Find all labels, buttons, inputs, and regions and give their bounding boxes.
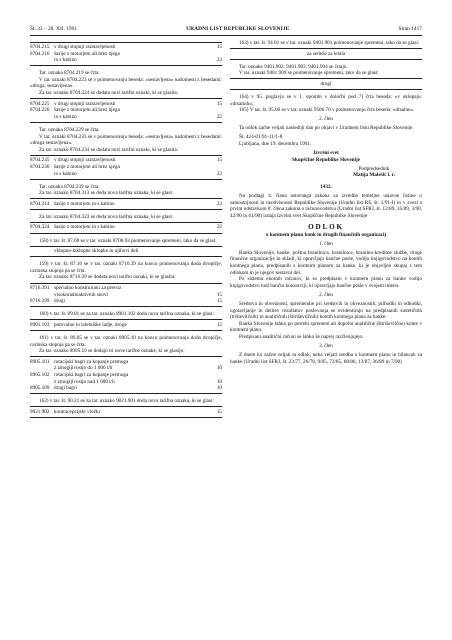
table-rule (30, 179, 222, 180)
table-rule (230, 48, 422, 49)
table-rule (30, 233, 222, 234)
table-rule (30, 417, 222, 418)
tariff-code: 8704.314 (30, 200, 50, 207)
duty-rate: 15 (216, 298, 222, 305)
tariff-table-4 (30, 201, 222, 208)
right-column (230, 40, 422, 365)
tariff-code (30, 57, 54, 64)
journal-title: URADNI LIST REPUBLIKE SLOVENIJE (186, 26, 290, 33)
paragraph: Predpisani analitični računi se lahko še naprej razčlenjujejo. (239, 333, 364, 340)
duty-rate: 22 (216, 200, 222, 207)
header-rule (30, 35, 422, 36)
table-row (30, 285, 222, 292)
table-row (30, 292, 222, 299)
paragraph: Tar. oznaka 8704.219 se črta. (39, 70, 100, 77)
reference-number: Št. 424-01/91-11/1-8 (239, 134, 283, 141)
paragraph: Sredstva in obveznosti, spremembe pri sredstvih in obveznostih, prihodki in odhodki, ugotavljanje in delitev rezultatov poslovanja se evidentirajo na predpisanih sintetičnih (trištevilčnih) in analitičnih (štiriševilčnih) kontih kontnega plana za banke. (230, 300, 422, 321)
tariff-code: 8704.324 (30, 224, 50, 231)
duty-rate (208, 107, 222, 114)
tariff-table-2 (30, 101, 222, 121)
table-row (30, 379, 222, 386)
signer-role: Podpredsednik (358, 165, 390, 172)
tariff-description: šasije z motorjem ali brez njega (54, 163, 120, 170)
paragraph: Po sistemu enotnih računov, ki so predpisani v kontnem planu za banke vodijo knjigovodstvo tudi bančni konzorciji, ki opravljajo bančne posle v svojem imenu. (230, 276, 422, 289)
tariff-description: šasije z motorjem in s kabino (54, 200, 115, 207)
table-rule (30, 222, 222, 223)
tariff-description: rotacijski bagri za kopanje premoga (54, 358, 129, 365)
table-rule (30, 406, 222, 407)
tariff-code: 8704.236 (30, 163, 50, 170)
issuer-line-1: Izvršni svet (313, 150, 339, 157)
tariff-description: kontracepcijski vložki (54, 408, 100, 415)
table-row (30, 372, 222, 379)
tariff-table-1 (30, 44, 222, 64)
description-box: drugi (320, 80, 332, 87)
table-rule (230, 89, 422, 90)
signer-name: Matija Malešič l. r. (353, 172, 395, 179)
left-column (30, 40, 222, 419)
paragraph: V tar. oznaki 9401.909 se poimenovanje spremeni, tako da se glasi: (239, 70, 379, 77)
duty-rate: 22 (216, 170, 222, 177)
table-rule (30, 209, 222, 210)
paragraph: 165) V tar. št. 95.06 se v tar. oznaki 9506.70 v poimenovanju črta beseda: »drsalne«. (239, 107, 415, 114)
duty-rate: 12 (216, 321, 222, 328)
paragraph: 163) v tar. št. 94.01 se v tar. oznaki 9401.901 poimenovanje spremeni, tako da se glasi: (239, 40, 420, 46)
article-heading: 1. člen (319, 240, 333, 247)
tariff-description: šasije z motorjem ali brez njega (54, 107, 120, 114)
table-rule (30, 393, 222, 394)
paragraph: 164) v 95. poglavju se v 1. opombi v določbi pod 7) črta beseda: »v oklepaju: »drsalnih«; (230, 93, 422, 107)
duty-rate (208, 359, 222, 366)
paragraph: Za tar. oznako 8704.323 se doda nova tarifna oznaka, ki se glasi: (39, 213, 174, 220)
tariff-description: potovalne in izletniške ladje, droge (54, 321, 127, 328)
description-box: za sedeže za letala (306, 50, 346, 57)
table-rule (30, 155, 222, 156)
tariff-code: 8704.225 (30, 100, 50, 107)
duty-rate (208, 51, 222, 58)
tariff-description: drugi bagri (54, 385, 77, 392)
paragraph: Tar. oznake 9401.902, 9401.903, 9401.904 se črtajo. (239, 63, 348, 70)
tariff-description: v drugi stopnji razstavljenosti (54, 100, 116, 107)
tariff-code: 8704.216 (30, 50, 50, 57)
act-number: 1432. (320, 184, 332, 190)
tariff-description: drugi (54, 298, 65, 305)
paragraph: V tar. oznaki 8704.223 se v poimenovanju beseda: »sestavljena« nadomesti z besedami: »druga, sestavljena«. (30, 76, 222, 90)
act-subtitle: o kontnem planu bank in drugih finančnih organizacij (265, 231, 387, 238)
tariff-code: 8716.391 (30, 285, 50, 292)
tariff-table-7 (30, 322, 222, 329)
paragraph: Tar. oznaka 8704.239 se črta. (39, 183, 100, 190)
table-row (30, 101, 222, 108)
table-row (30, 51, 222, 58)
table-rule (30, 256, 222, 257)
table-row (30, 385, 222, 392)
table-row (30, 409, 222, 416)
tariff-table-9 (30, 409, 222, 416)
duty-rate: 10 (216, 378, 222, 385)
tariff-code (30, 292, 54, 299)
duty-rate: 22 (216, 224, 222, 231)
paragraph: Z dnem ko začne veljati ta odlok, neha veljati uredba o kontnem planu in bilancah za banke (Uradni list SFRJ, št. 23/77, 26/78, 9/85, 72/85, 68/86, 13/87, 36/89 in 7/90) (230, 352, 422, 365)
tariff-code: 8704.226 (30, 107, 50, 114)
preamble: Na podlagi 4. člena ustavnega zakona za izvedbo temeljne ustavne listine o samostojnosti in neodvisnosti Republike Slovenije (Uradni list RS, št. 1/91-I) in v zvezi s prvim odstavkom 8. člena zakona o računovodstvu (Uradni list SFRJ, št. 12/89, 35/89, 3/90, 42/90 in 61/90) izdaja Izvršni svet Skupščine Republike Slovenije (230, 193, 422, 219)
table-row (30, 322, 222, 329)
duty-rate (208, 372, 222, 379)
article-heading: 2. člen (319, 116, 333, 123)
table-rule (30, 356, 222, 357)
paragraph: 159) v tar. št. 87.16 se v tar. oznaki 8716.39 na koncu poimenovanja doda dvopičje, carinska stopnja pa se črta. (30, 261, 222, 274)
tariff-description: visokoradioaktivnih snovi (54, 291, 109, 298)
article-heading: 2. člen (319, 291, 333, 298)
table-row (30, 171, 222, 178)
paragraph: Tar. oznaka 8704.229 se črta. (39, 126, 100, 133)
table-rule (230, 59, 422, 60)
tariff-description: šasije z motorjem in s kabino (54, 224, 115, 231)
table-rule (30, 246, 222, 247)
tariff-description: z zmogljivostjo nad 1 000 t/h (54, 378, 115, 385)
table-row (30, 164, 222, 171)
description-box: vklopno-izklopne sklopke in njihovi deli (54, 248, 139, 255)
paragraph: Banka Slovenije, banke, poštna hranilnica, hranilnice, hranilno-kreditne službe, druge finančne organizacije in skladi, ki opravljajo bančne posle, vodijo knjigovodstvo na kontih kontnega plana, predpisanih s kontnim planom za banke, ki je objavljen skupaj s tem odlokom in je njegov sestavni del. (230, 249, 422, 276)
table-rule (30, 283, 222, 284)
tariff-table-5 (30, 224, 222, 231)
tariff-table-6 (30, 285, 222, 305)
tariff-description: v drugi stopnji razstavljenosti (54, 157, 116, 164)
tariff-code: 9021.902 (30, 408, 50, 415)
duty-rate: 15 (216, 100, 222, 107)
duty-rate: 22 (216, 57, 222, 64)
duty-rate: 15 (216, 157, 222, 164)
table-rule (30, 42, 222, 43)
duty-rate: 22 (216, 113, 222, 120)
table-row (30, 107, 222, 114)
table-rule (30, 98, 222, 99)
issuer-line-2: Skupščine Republike Slovenije (291, 156, 361, 163)
tariff-description: šasije z motorjem ali brez njega (54, 50, 120, 57)
page-number: Stran 1417 (398, 26, 422, 33)
tariff-table-8 (30, 359, 222, 392)
tariff-code: 8905.102 (30, 371, 50, 378)
duty-rate: 15 (216, 44, 222, 50)
duty-rate: 10 (216, 385, 222, 392)
paragraph: 162) v tar. št. 90.21 se za tar. oznako 9021.901 doda nova tarifna oznaka, ki se glasi: (39, 398, 214, 405)
issue-date: Ljubljana, dne 19. decembra 1991. (239, 141, 312, 148)
paragraph: Ta odlok začne veljati naslednji dan po objavi v Uradnem listu Republike Slovenije. (239, 125, 414, 132)
tariff-code: 8905.109 (30, 385, 50, 392)
table-rule (30, 319, 222, 320)
table-rule (30, 65, 222, 66)
tariff-description: v drugi stopnji razstavljenosti (54, 44, 116, 50)
table-rule (30, 198, 222, 199)
tariff-code: 8704.235 (30, 157, 50, 164)
paragraph: 160) v tar. št. 89.01 se za tar. oznako 8901.102 doda nova tarifna oznaka, ki se glasi: (39, 311, 214, 318)
paragraph: Za tar. oznako 8704.234 se dodata novi tarifni oznaki, ki se glasita: (39, 146, 179, 153)
paragraph: 158) v tar. št. 87.08 se v tar. oznaki 8708.93 poimenovanje spremeni, tako da se glasi: (39, 237, 217, 244)
table-rule (30, 330, 222, 331)
tariff-code (30, 379, 54, 386)
tariff-description: z zmogljivostjo do 1 000 t/h (54, 365, 113, 372)
tariff-description: in s kabino (54, 170, 77, 177)
table-row (30, 201, 222, 208)
duty-rate: 15 (216, 291, 222, 298)
duty-rate (208, 164, 222, 171)
table-rule (230, 78, 422, 79)
table-row (30, 114, 222, 121)
duty-rate: 10 (216, 365, 222, 372)
article-heading: 3. člen (319, 342, 333, 349)
duty-rate (208, 285, 222, 292)
paragraph: Za tar. oznako 8704.313 se doda nova tarifna oznaka, ki se glasi: (39, 190, 174, 197)
table-row (30, 44, 222, 51)
tariff-code: 8704.215 (30, 44, 50, 50)
table-rule (30, 306, 222, 307)
issue-info: Št. 33 – 28. XII. 1991 (30, 26, 78, 33)
paragraph: 161) v tar. št. 89.05 se v tar. oznaki 8905.10 na koncu poimenovanja doda dvopičje, carinska stopnja pa se črta. (30, 335, 222, 348)
page-header (30, 25, 422, 33)
table-rule (30, 122, 222, 123)
table-row (30, 359, 222, 366)
table-row (30, 57, 222, 64)
tariff-code (30, 171, 54, 178)
tariff-code (30, 114, 54, 121)
table-row (30, 224, 222, 231)
duty-rate: 15 (216, 408, 222, 415)
tariff-code (30, 365, 54, 372)
tariff-code: 8716.399 (30, 298, 50, 305)
paragraph: Za tar. oznako 8905.10 se dodajo tri nove tarifne oznake, ki se glasijo: (39, 348, 185, 355)
paragraph: Banka Slovenije lahko po potrebi spremeni ali dopolni analitične (štiriševilčne) konte v kontnem planu. (230, 320, 422, 334)
table-row (30, 157, 222, 164)
act-title: ODLOK (308, 222, 344, 231)
tariff-description: in s kabino (54, 113, 77, 120)
paragraph: Za tar. oznako 8704.224 se dodata novi tarifni oznaki, ki se glasita: (39, 90, 179, 97)
table-row (30, 298, 222, 305)
tariff-code: 8905.101 (30, 358, 50, 365)
tariff-description: in s kabino (54, 57, 77, 64)
tariff-description: rotacijski bagri za kopanje premoga (54, 371, 129, 378)
table-row (30, 365, 222, 372)
paragraph: Za tar. oznako 8716.39 se dodata novi tarifni oznaki, ki se glasita: (39, 274, 176, 281)
tariff-description: specialno konstruirani za prevoz (54, 285, 122, 292)
tariff-code: 8901.103 (30, 321, 50, 328)
paragraph: V tar. oznaki 8704.233 se v poimenovanju beseda: »sestavljena« nadomesti z besedami: »druga sestavljena«. (30, 133, 222, 147)
tariff-table-3 (30, 157, 222, 177)
